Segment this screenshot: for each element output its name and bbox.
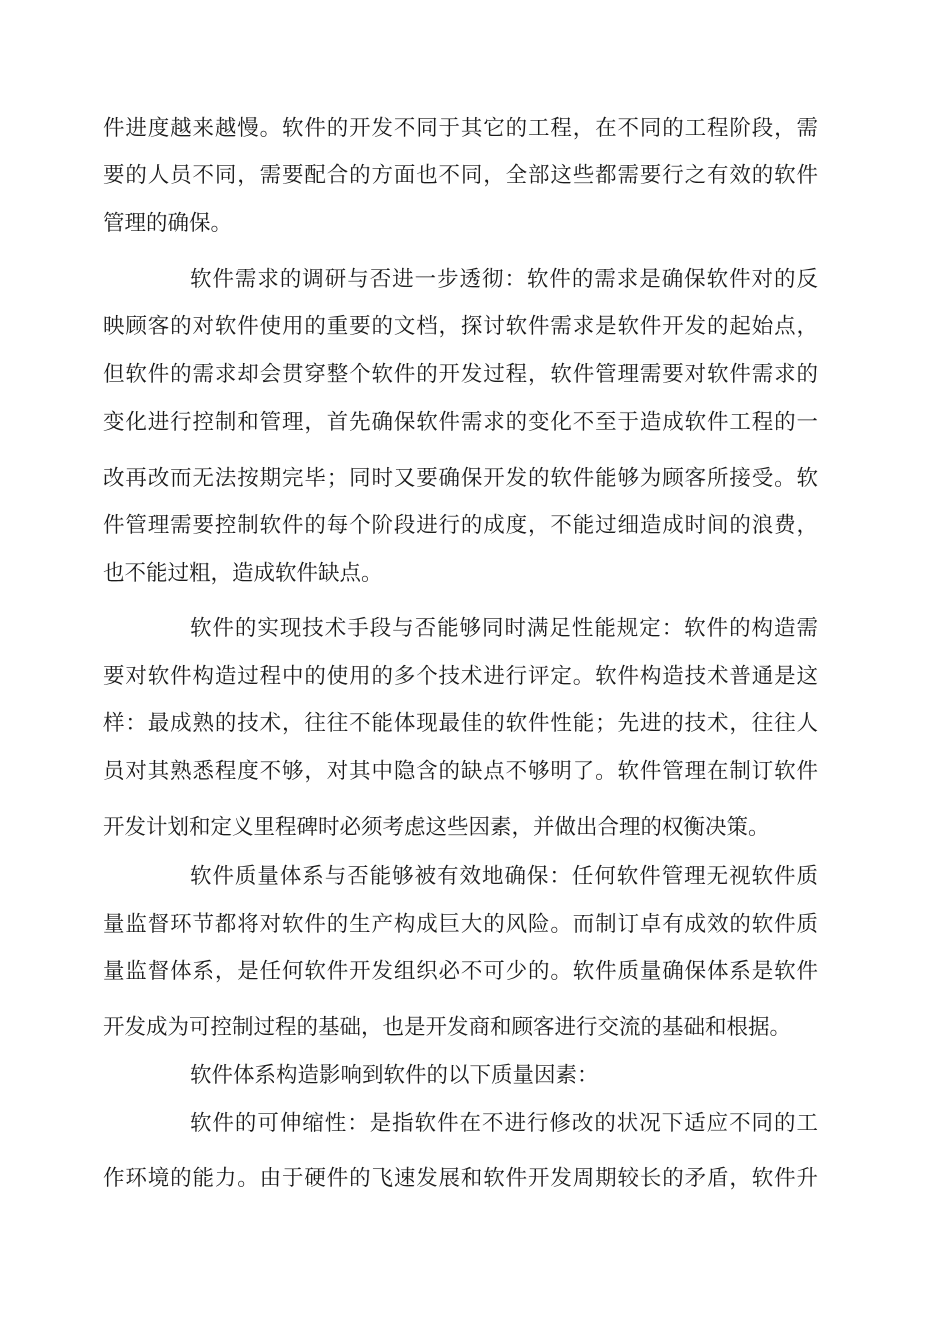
text-line: 量监督体系，是任何软件开发组织必不可少的。软件质量确保体系是软件 xyxy=(103,959,818,984)
text-line: 但软件的需求却会贯穿整个软件的开发过程，软件管理需要对软件需求的 xyxy=(103,362,818,387)
text-line: 要对软件构造过程中的使用的多个技术进行评定。软件构造技术普通是这 xyxy=(103,664,818,689)
text-line: 也不能过粗，造成软件缺点。 xyxy=(103,561,383,586)
text-line: 量监督环节都将对软件的生产构成巨大的风险。而制订卓有成效的软件质 xyxy=(103,912,818,937)
text-line: 变化进行控制和管理，首先确保软件需求的变化不至于造成软件工程的一 xyxy=(103,410,818,435)
paragraph-first-line: 软件体系构造影响到软件的以下质量因素： xyxy=(190,1063,599,1088)
text-line: 件进度越来越慢。软件的开发不同于其它的工程，在不同的工程阶段，需 xyxy=(103,116,818,141)
text-line: 映顾客的对软件使用的重要的文档，探讨软件需求是软件开发的起始点， xyxy=(103,314,818,339)
text-line: 件管理需要控制软件的每个阶段进行的成度，不能过细造成时间的浪费， xyxy=(103,513,818,538)
paragraph-first-line: 软件需求的调研与否进一步透彻：软件的需求是确保软件对的反 xyxy=(190,267,818,292)
text-line: 开发成为可控制过程的基础，也是开发商和顾客进行交流的基础和根据。 xyxy=(103,1015,792,1040)
paragraph-first-line: 软件质量体系与否能够被有效地确保：任何软件管理无视软件质 xyxy=(190,864,818,889)
text-line: 要的人员不同，需要配合的方面也不同，全部这些都需要行之有效的软件 xyxy=(103,163,818,188)
paragraph-first-line: 软件的实现技术手段与否能够同时满足性能规定：软件的构造需 xyxy=(190,616,818,641)
text-line: 开发计划和定义里程碑时必须考虑这些因素，并做出合理的权衡决策。 xyxy=(103,815,770,840)
text-line: 员对其熟悉程度不够，对其中隐含的缺点不够明了。软件管理在制订软件 xyxy=(103,759,818,784)
text-line: 改再改而无法按期完毕；同时又要确保开发的软件能够为顾客所接受。软 xyxy=(103,466,818,491)
text-line: 管理的确保。 xyxy=(103,211,233,236)
paragraph-first-line: 软件的可伸缩性：是指软件在不进行修改的状况下适应不同的工 xyxy=(190,1111,818,1136)
text-line: 样：最成熟的技术，往往不能体现最佳的软件性能；先进的技术，往往人 xyxy=(103,711,818,736)
text-line: 作环境的能力。由于硬件的飞速发展和软件开发周期较长的矛盾，软件升 xyxy=(103,1166,818,1191)
